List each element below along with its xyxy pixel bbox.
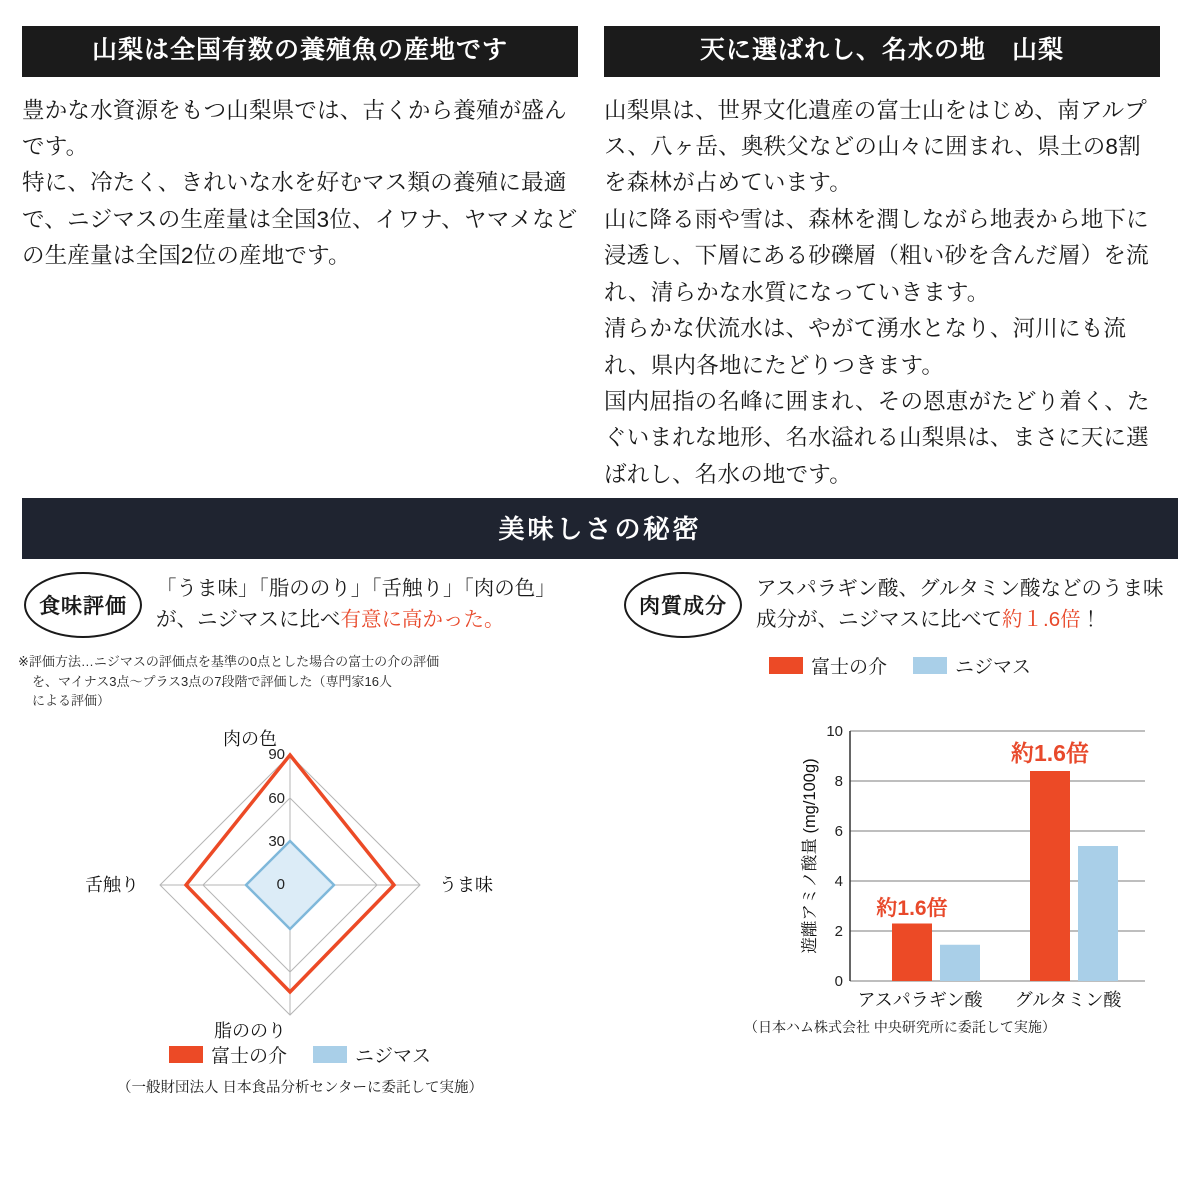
panel-taste-evaluation: [0, 560, 600, 1200]
radar-label-shitazawari: 舌触り: [85, 874, 139, 895]
column-water: [604, 26, 1160, 493]
paragraph: 特に、冷たく、きれいな水を好むマス類の養殖に最適で、ニジマスの生産量は全国3位、イワナ、ヤマメなどの生産量は全国2位の産地です。: [22, 170, 578, 269]
note-line-1: ※評価方法…ニジマスの評価点を基準の0点とした場合の富士の介の評価: [18, 654, 440, 669]
taste-description-accent: 有意に高かった。: [340, 607, 505, 631]
meat-description-text: アスパラギン酸、グルタミン酸などのうま味成分が、ニジマスに比べて: [756, 577, 1164, 631]
taste-description: [156, 572, 580, 636]
section-band-secret: 美味しさの秘密: [22, 498, 1178, 559]
paragraph: 山に降る雨や雪は、森林を潤しながら地表から地下に浸透し、下層にある砂礫層（粗い砂を含んだ層）を流れ、清らかな水質になっていきます。: [604, 206, 1149, 305]
meat-description-suffix: ！: [1080, 607, 1102, 631]
note-line-3: による評価）: [32, 693, 111, 708]
legend-label-fujinosuke: 富士の介: [810, 657, 887, 678]
legend-label-nijimasu: ニジマス: [955, 657, 1032, 678]
badge-meat-composition: 肉質成分: [624, 572, 742, 638]
legend-label-fujinosuke: 富士の介: [210, 1045, 287, 1067]
legend-swatch-orange: [769, 657, 803, 674]
paragraph: 豊かな水資源をもつ山梨県では、古くから養殖が盛んです。: [22, 97, 567, 159]
top-section: [0, 0, 1200, 493]
ytick-10: 10: [826, 723, 843, 740]
bar-asparagine-fujinosuke: [892, 924, 932, 982]
radar-chart: [0, 715, 600, 1045]
bar-xlabel-asparagine: アスパラギン酸: [857, 990, 983, 1010]
ytick-2: 2: [834, 923, 843, 940]
bar-y-axis-title: 遊離アミノ酸量 (mg/100g): [801, 758, 819, 954]
bar-xlabel-glutamate: グルタミン酸: [1014, 990, 1122, 1010]
ytick-6: 6: [834, 823, 843, 840]
annotation-asparagine: 約1.6倍: [876, 897, 948, 920]
bar-chart-svg: [600, 681, 1200, 1031]
legend-label-nijimasu: ニジマス: [355, 1045, 432, 1067]
paragraph: 山梨県は、世界文化遺産の富士山をはじめ、南アルプス、八ヶ岳、奥秩父などの山々に囲まれ、県土の8割を森林が占めています。: [604, 97, 1148, 196]
taste-description-text: 「うま味」「脂ののり」「舌触り」「肉の色」が、ニジマスに比べ: [156, 577, 556, 631]
legend-swatch-blue: [913, 657, 947, 674]
bar-legend: [600, 652, 1200, 679]
body-aquaculture: [22, 93, 578, 275]
lower-section: [0, 560, 1200, 1200]
legend-swatch-blue: [313, 1046, 347, 1063]
note-line-2: を、マイナス3点～プラス3点の7段階で評価した（専門家16人: [32, 673, 392, 689]
taste-method-note: [0, 638, 600, 711]
radar-tick-60: 60: [268, 789, 285, 807]
paragraph: 清らかな伏流水は、やがて湧水となり、河川にも流れ、県内各地にたどりつきます。: [604, 316, 1127, 378]
bar-credit: （日本ハム株式会社 中央研究所に委託して実施）: [744, 1019, 1056, 1035]
legend-item-nijimasu: [313, 1041, 431, 1068]
badge-taste-evaluation: 食味評価: [24, 572, 142, 638]
ytick-0: 0: [834, 973, 843, 990]
radar-label-aburanonori: 脂ののり: [214, 1020, 286, 1041]
annotation-glutamate: 約1.6倍: [1011, 740, 1089, 766]
legend-item-fujinosuke: [769, 652, 887, 679]
paragraph: 国内屈指の名峰に囲まれ、その恩恵がたどり着く、たぐいまれな地形、名水溢れる山梨県は、まさに天に選ばれし、名水の地です。: [604, 389, 1150, 487]
radar-tick-30: 30: [268, 832, 285, 850]
meat-badge-row: [600, 560, 1200, 638]
bar-asparagine-nijimasu: [940, 945, 980, 981]
radar-series-nijimasu: [246, 841, 334, 929]
taste-badge-row: [0, 560, 600, 638]
radar-label-nikunoiro: 肉の色: [223, 728, 277, 749]
column-aquaculture: [22, 26, 578, 493]
bar-glutamate-nijimasu: [1078, 846, 1118, 981]
meat-description-accent: 約１.6倍: [1002, 607, 1081, 631]
radar-tick-90: 90: [268, 745, 285, 763]
legend-item-nijimasu: [913, 652, 1031, 679]
radar-tick-0: 0: [276, 875, 285, 893]
bar-y-ticks: [826, 723, 843, 990]
panel-meat-composition: [600, 560, 1200, 1200]
bar-chart: [600, 681, 1200, 1031]
body-water: [604, 93, 1160, 494]
radar-chart-svg: [0, 715, 600, 1045]
meat-description: [756, 572, 1180, 636]
section-header-water: 天に選ばれし、名水の地 山梨: [604, 26, 1160, 77]
radar-legend: [0, 1041, 600, 1068]
legend-item-fujinosuke: [169, 1041, 287, 1068]
ytick-8: 8: [834, 773, 843, 790]
legend-swatch-orange: [169, 1046, 203, 1063]
radar-credit: （一般財団法人 日本食品分析センターに委託して実施）: [117, 1079, 483, 1096]
section-header-aquaculture: 山梨は全国有数の養殖魚の産地です: [22, 26, 578, 77]
bar-glutamate-fujinosuke: [1030, 771, 1070, 981]
radar-label-umami: うま味: [439, 874, 493, 895]
ytick-4: 4: [834, 873, 843, 890]
